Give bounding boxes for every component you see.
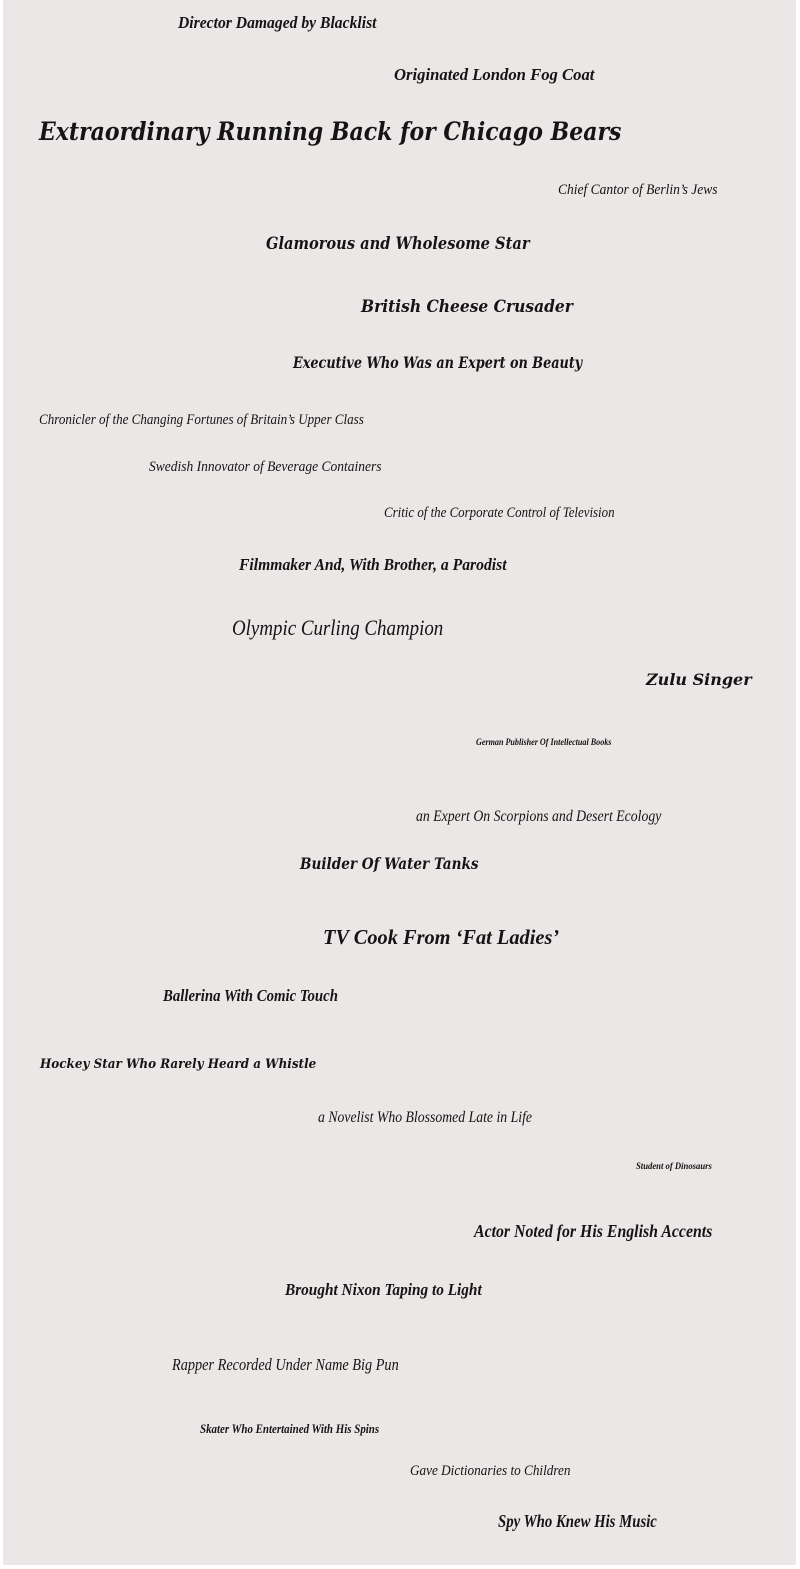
headline: British Cheese Crusader xyxy=(361,297,573,317)
headline: German Publisher Of Intellectual Books xyxy=(476,737,612,747)
headline: Critic of the Corporate Control of Television xyxy=(384,505,615,521)
headline: Filmmaker And, With Brother, a Parodist xyxy=(239,555,507,574)
headline: Zulu Singer xyxy=(646,670,752,689)
headline: TV Cook From ‘Fat Ladies’ xyxy=(323,925,560,949)
headline-collage-panel xyxy=(3,0,796,1565)
headline: Rapper Recorded Under Name Big Pun xyxy=(172,1355,399,1374)
headline: Chronicler of the Changing Fortunes of Britain’s Upper Class xyxy=(39,412,364,428)
headline: Skater Who Entertained With His Spins xyxy=(200,1421,380,1436)
headline: Actor Noted for His English Accents xyxy=(474,1221,713,1241)
headline: Brought Nixon Taping to Light xyxy=(285,1280,482,1299)
headline: Glamorous and Wholesome Star xyxy=(266,234,530,254)
headline: Olympic Curling Champion xyxy=(232,615,444,640)
headline: Ballerina With Comic Touch xyxy=(163,986,338,1005)
headline: Originated London Fog Coat xyxy=(394,65,595,84)
headline: an Expert On Scorpions and Desert Ecology xyxy=(416,808,662,825)
headline: Gave Dictionaries to Children xyxy=(410,1463,571,1479)
headline: Spy Who Knew His Music xyxy=(498,1511,657,1531)
headline: a Novelist Who Blossomed Late in Life xyxy=(318,1109,533,1126)
headline: Chief Cantor of Berlin’s Jews xyxy=(558,182,718,198)
headline: Director Damaged by Blacklist xyxy=(178,13,377,32)
headline: Executive Who Was an Expert on Beauty xyxy=(293,353,583,372)
headline: Swedish Innovator of Beverage Containers xyxy=(149,459,382,475)
headline: Student of Dinosaurs xyxy=(636,1161,712,1171)
headline: Hockey Star Who Rarely Heard a Whistle xyxy=(40,1057,317,1072)
headline: Extraordinary Running Back for Chicago Bears xyxy=(39,117,622,146)
headline: Builder Of Water Tanks xyxy=(300,854,479,873)
